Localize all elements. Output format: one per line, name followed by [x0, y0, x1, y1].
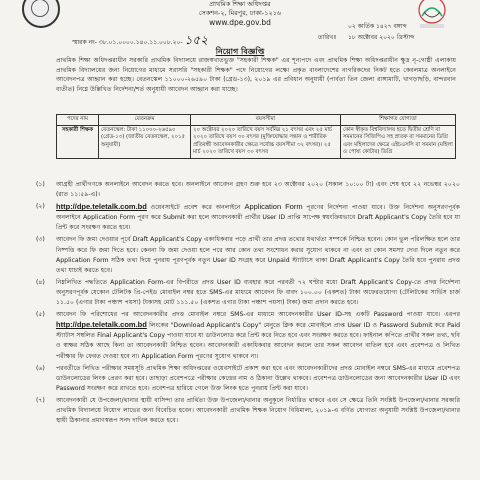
item-number: (৫)	[36, 311, 45, 319]
download-site-link[interactable]: http://dpe.teletalk.com.bd	[56, 320, 147, 330]
post-details-table	[56, 114, 456, 159]
pay-scale-cell: বেতনস্কেল: টাকা ১১০০০-২৬৫৯০ (গ্রেড-১৩) (জাতীয় বেতনস্কেল, ২০১৫ অনুযায়ী)	[99, 125, 191, 158]
item-number: (৩)	[36, 236, 45, 244]
letterhead	[0, 0, 480, 27]
item-number: (৬)	[36, 364, 45, 372]
item-text: আগ্রহী প্রার্থীগণকে অনলাইনে আবেদন করতে হবে। অনলাইনে আবেদন গ্রহণ শুরু হবে ২৩ অক্টোবর ২০২০ (সকাল ১০:০০ টা) এবং শেষ হবে ২২ নভেম্বর ২০২০ (রাত ১১:৫৯-এ)।	[56, 181, 460, 199]
list-item	[36, 278, 460, 308]
table-header: বেতনক্রম	[99, 115, 191, 126]
memo-ref-label: স্মারক নং- ৩৮.০১.০০০০.১৪০.১১.০০৮.২০-	[72, 39, 183, 46]
item-text: আবেদন ফি পরিশোধের পর আবেদনকারীর প্রদত্ত মোবাইল নম্বরে SMS-এর মাধ্যমে আবেদনকারীর User ID-সহ একটি Password পাওয়া যাবে। এরপর http://dpe.teletalk.com.bd লিংকের "Download Applicant's Copy" মেনুতে ক্লিক করে মোবাইলে প্রাপ্ত User ID ও Password Submit করে Paid স্ট্যাটাস সম্বলিত Final Applicant's Copy পাওয়া যাবে যা ডাউনলোড করে প্রিন্ট করে নিতে হবে এবং সংরক্ষণ করতে হবে। ফাইনাল কপিতে প্রার্থীর সকল তথ্য, ছবি ও স্বাক্ষর সঠিক আছে কিনা তা আবেদনকারী নিশ্চিত হবেন। আবেদনকারী একাধিকবার আবেদন করলে তার সকল আবেদন বাতিল হবে এবং প্রবেশপত্র ও লিখিত পরীক্ষার ফি ফেরত দেওয়া হবে না। Application Form পূরণের সুযোগ থাকবে না।	[56, 311, 460, 360]
list-item	[36, 364, 460, 394]
notice-intro: প্রাথমিক শিক্ষা অধিদপ্তরাধীন সরকারি প্রাথমিক বিদ্যালয়ে রাজস্বখাতভুক্ত "সহকারী শিক্ষক" এর শূন্যপদে এবং প্রাথমিক শিক্ষা অধিদপ্তরাধীন ক্ষুদ্র নৃ-গোষ্ঠী এলাকায় প্রাথমিক বিদ্যালয়ের জন্য নিয়োগের মাধ্যমে সরাসরি "সহকারী শিক্ষক" পদে নিয়োগের লক্ষ্যে প্রকৃত বাংলাদেশের নাগরিকদের নিকট হতে কেবলমাত্র অনলাইনে আবেদনপত্র আহ্বান করা হচ্ছে। বেতনস্কেল ১১০০০-২৬৫৯০ টাকা (গ্রেড-১৩), ২০১৯ এর প্রবিধান অনুযায়ী (পার্বত্য তিন জেলা রাঙ্গামাটি, খাগড়াছড়ি, বান্দরবান ব্যতীত) নিম্নে উল্লিখিত নির্দেশনা/শর্ত অনুযায়ী আবেদন আহ্বান করা যাচ্ছে।	[56, 57, 456, 93]
office-website: www.dpe.gov.bd	[209, 18, 271, 27]
memo-date-bn: ০২ কার্তিক ১৪২৭ বঙ্গাব্দ	[348, 23, 407, 30]
office-address: সেকশন-২, মিরপুর, ঢাকা-১২১৬	[198, 9, 282, 17]
application-site-link[interactable]: http://dpe.teletalk.com.bd	[56, 202, 147, 212]
instruction-list	[36, 180, 460, 428]
list-item	[36, 180, 460, 200]
list-item	[36, 396, 460, 426]
item-number: (১)	[36, 181, 45, 188]
item-number: (৪)	[36, 278, 45, 286]
item-text: আবেদনকারী যে উপজেলা/থানার স্থায়ী বাসিন্দা তার প্রার্থিতা উক্ত উপজেলা/থানার অনুকূলে নির্ধারিত থাকবে এবং সে ক্ষেত্রে তিনি সংশ্লিষ্ট উপজেলা/থানার সরকারি প্রাথমিক বিদ্যালয়ে নিয়োগ লাভের জন্য বিবেচিত হবেন। আবেদনকারী প্রাথমিক শিক্ষক নিয়োগ বিধিমালা, ২০১৯-এ বর্ণিত যোগ্যতা অনুযায়ী সংশ্লিষ্ট উপজেলা/থানার স্থায়ী ঠিকানার প্রমাণস্বরূপ সনদ দাখিল করতে হবে।	[56, 396, 460, 425]
notice-title: নিয়োগ বিজ্ঞপ্তি	[215, 47, 265, 56]
age-limit-cell: ২০ অক্টোবর ২০২০ তারিখে বয়স সর্বনিম্ন ২১ বৎসর এবং ২৫ মার্চ ২০২০ তারিখে বয়স ৩০ বৎসর (মুক্তিযোদ্ধার সন্তান ও শারীরিক প্রতিবন্ধী আবেদনকারীর ক্ষেত্রে সর্বোচ্চ বয়সসীমা ৩২ বৎসর)। ২৫ মার্চ ২০২০ তারিখে বয়স ৩০ বৎসর	[191, 125, 341, 158]
item-text: আবেদন ফি জমা দেওয়ার পূর্বে Draft Applicant's Copy একাধিকবার পড়ে প্রার্থী তার প্রদত্ত তথ্যের যথার্থতা সম্পর্কে নিশ্চিত হবেন। কোন ভুল পরিলক্ষিত হলে তার নিষ্পত্তি করে ফি জমা দিতে হবে। কেননা ফি জমা দেওয়া হলে পরে আর কোন তথ্য সংশোধন করার সুযোগ থাকবে না এবং তা কোন সমস্যা দেখা দিলে নতুন করে Application Form সঠিক তথ্য দিয়ে পুনরায় পূরণপূর্বক নতুন User ID সংগ্রহ করে Unpaid স্ট্যাটাসে থাকা Draft Applicant's Copy তৈরি হবে পুনরায় প্রদত্ত তথ্য যাচাই করতে হবে।	[56, 236, 460, 274]
memo-date-label: তারিখঃ	[318, 34, 337, 41]
table-header: পদের নাম	[57, 115, 99, 126]
list-item	[36, 235, 460, 275]
list-item	[36, 310, 460, 361]
memo-date-en: ১৮ অক্টোবর ২০২০ খ্রিস্টাব্দ	[348, 34, 415, 41]
table-row	[57, 125, 456, 158]
item-text: http://dpe.teletalk.com.bd ওয়েবসাইটে প্রবেশ করে অনলাইনে Application Form পূরণের নির্দেশনা পাওয়া যাবে। উক্ত নির্দেশনা অনুসরণপূর্বক অনলাইনে Application Form পূরণ করে Submit করা হলে আবেদনকারী প্রার্থীর User ID প্রাপ্তি সাপেক্ষ স্বয়ংক্রিয়ভাবে Draft Applicant's Copy তৈরি হবে যা প্রিন্ট করে সংরক্ষণ করতে হবে।	[56, 202, 460, 232]
qualification-cell: কোন স্বীকৃত বিশ্ববিদ্যালয় হতে দ্বিতীয় শ্রেণি বা সমমানের সিজিপিএ সহ স্নাতক বা সমমানের ডিগ্রি এবং মহিলাদের ক্ষেত্রে এইচএসসি বা সমমান (মহিলা ও পোষ্য কোটার) ডিগ্রি	[341, 125, 456, 158]
table-header-row	[57, 115, 456, 126]
post-name-cell: সহকারী শিক্ষক	[57, 125, 99, 158]
item-number: (২)	[36, 203, 45, 211]
item-text: পরবর্তীতে লিখিত পরীক্ষার সময়সূচি প্রাথমিক শিক্ষা অধিদপ্তরের ওয়েবসাইটে প্রকাশ করা হবে এবং আবেদনকারীদের প্রদত্ত মোবাইল নম্বরে SMS-এর মাধ্যমে প্রবেশপত্র ডাউনলোডের লিংক প্রেরণ করা হবে। তাছাড়া প্রবেশপত্রে পরীক্ষার কেন্দ্রের নাম ও ঠিকানা উল্লেখ থাকবে। প্রবেশপত্র ডাউনলোডের জন্য আবেদনকারীর User ID এবং Password সংরক্ষণ করে রাখতে হবে। প্রবেশপত্র হারিয়ে গেলে উক্ত লিংক হতে পুনরায় প্রিন্ট করা যাবে।	[56, 364, 460, 392]
memo-ref-number: ১৫২	[184, 33, 208, 47]
table-header: শিক্ষাগত যোগ্যতা	[341, 115, 456, 126]
office-name: প্রাথমিক শিক্ষা অধিদপ্তর	[209, 0, 271, 8]
list-item	[36, 202, 460, 233]
item-text: নিম্নলিখিত পদ্ধতিতে Application Form-এর বিপরীতে প্রদত্ত User ID ব্যবহার করে পরবর্তী ৭২ ঘণ্টার মধ্যে Draft Applicant's Copy-তে প্রদত্ত নির্দেশনা অনুসরণপূর্বক যেকোন টেলিটক প্রি-পেইড মোবাইল নম্বর হতে SMS-এর মাধ্যমে আবেদন ফি বাবদ ১০০.০০ (একশত) টাকা অফেরতযোগ্য (টেলিটকের সার্ভিস চার্জ ১১.৫০ (এগার টাকা পঞ্চাশ পয়সা) টাকাসহ মোট ১১১.৫০ (একশত এগার টাকা পঞ্চাশ পয়সা) টাকা) জমা প্রদান করতে হবে।	[56, 278, 460, 307]
item-number: (৭)	[36, 396, 45, 404]
table-header: বয়সসীমা	[191, 115, 341, 126]
